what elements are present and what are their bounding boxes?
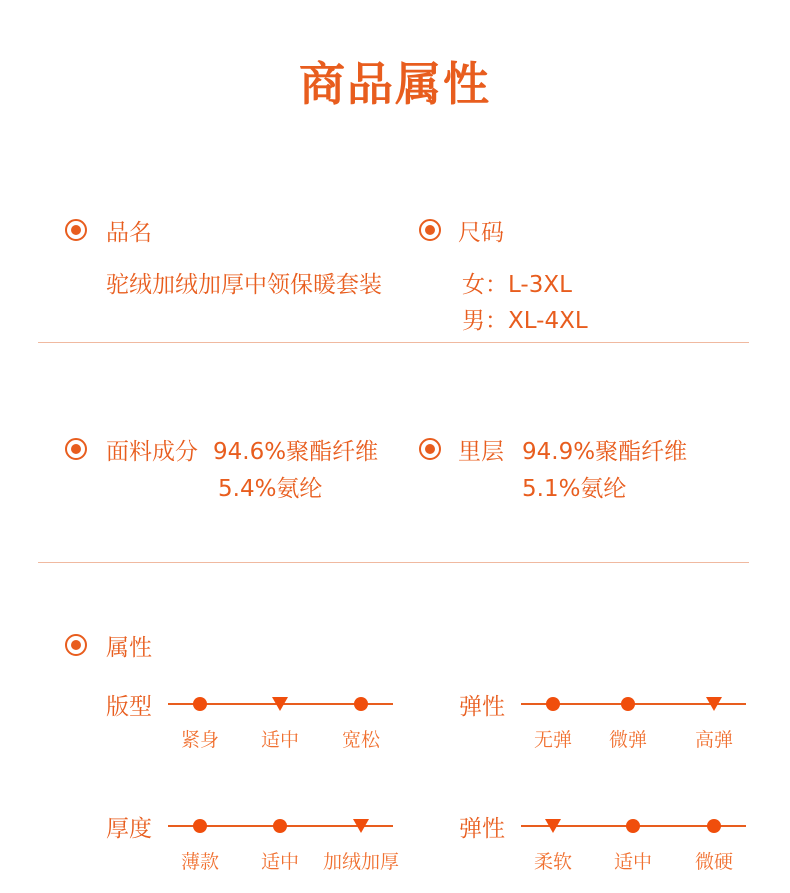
scale-dot — [273, 819, 287, 833]
size-women: 女：L-3XL — [462, 272, 572, 298]
lining-label: 里层 — [458, 439, 504, 465]
bullet-icon — [65, 634, 87, 656]
selected-marker-icon — [272, 697, 288, 711]
scale-dot — [621, 697, 635, 711]
scale-option: 高弹 — [694, 729, 733, 751]
scale-option: 宽松 — [341, 729, 380, 751]
scale-option: 薄款 — [180, 851, 219, 873]
lining-line1: 94.9%聚酯纤维 — [522, 439, 688, 465]
scale-dot — [354, 697, 368, 711]
scale-option: 微弹 — [608, 729, 647, 751]
scale-option: 微硬 — [694, 851, 733, 873]
page-title: 商品属性 — [299, 57, 491, 111]
selected-marker-icon — [353, 819, 369, 833]
bullet-icon — [65, 219, 87, 241]
scale-dot — [193, 697, 207, 711]
scale-option: 柔软 — [533, 851, 572, 873]
scale-option: 适中 — [260, 851, 299, 873]
scale-option: 加绒加厚 — [322, 851, 399, 873]
name-value: 驼绒加绒加厚中领保暖套装 — [106, 272, 382, 298]
selected-marker-icon — [545, 819, 561, 833]
scale-name: 厚度 — [106, 816, 152, 842]
lining-line2: 5.1%氨纶 — [522, 476, 627, 502]
bullet-icon — [419, 219, 441, 241]
divider — [38, 342, 749, 343]
scale-option: 适中 — [260, 729, 299, 751]
name-label: 品名 — [106, 220, 152, 246]
size-men: 男：XL-4XL — [462, 308, 588, 334]
scale-dot — [193, 819, 207, 833]
scale-name: 版型 — [106, 694, 152, 720]
scale-dot — [626, 819, 640, 833]
scale-dot — [546, 697, 560, 711]
fabric-line1: 94.6%聚酯纤维 — [213, 439, 379, 465]
scale-option: 适中 — [613, 851, 652, 873]
fabric-line2: 5.4%氨纶 — [218, 476, 323, 502]
size-label: 尺码 — [458, 220, 504, 246]
scale-name: 弹性 — [459, 816, 505, 842]
attributes-label: 属性 — [106, 635, 152, 661]
scale-option: 紧身 — [180, 729, 219, 751]
scale-name: 弹性 — [459, 694, 505, 720]
scale-option: 无弹 — [533, 729, 572, 751]
scale-dot — [707, 819, 721, 833]
selected-marker-icon — [706, 697, 722, 711]
divider — [38, 562, 749, 563]
bullet-icon — [65, 438, 87, 460]
bullet-icon — [419, 438, 441, 460]
fabric-label: 面料成分 — [106, 439, 198, 465]
